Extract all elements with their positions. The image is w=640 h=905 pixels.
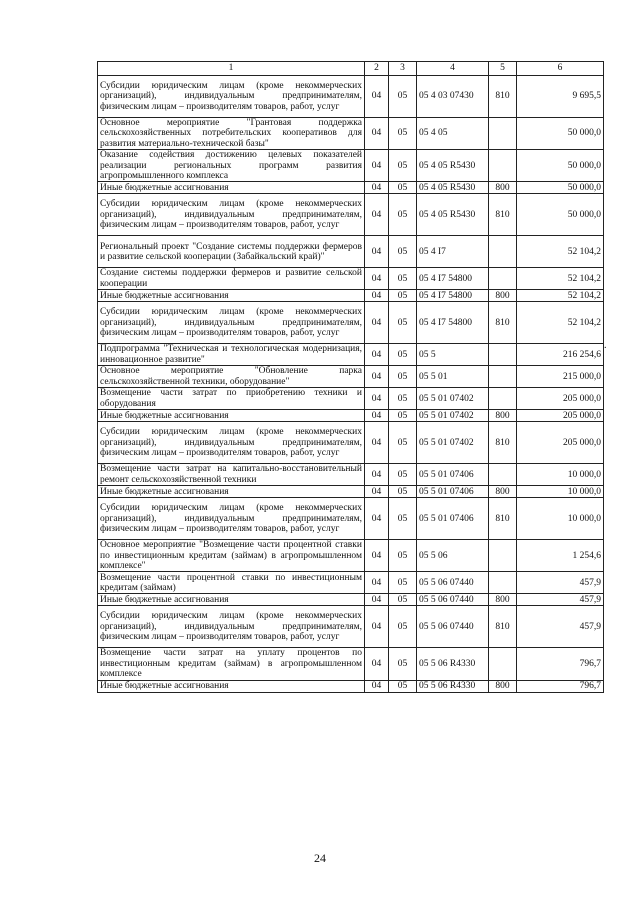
- row-code: 05 5 01 07406: [417, 498, 489, 540]
- header-code: 4: [417, 62, 489, 76]
- row-amount: 215 000,0: [517, 366, 604, 388]
- row-amount: 205 000,0: [517, 422, 604, 464]
- table-row: [98, 366, 604, 388]
- row-expense-type: 810: [489, 606, 517, 648]
- row-expense-type: [489, 572, 517, 594]
- row-section: 04: [365, 540, 389, 572]
- row-code: 05 4 I7 54800: [417, 302, 489, 344]
- row-code: 05 5 06 07440: [417, 572, 489, 594]
- row-code: 05 4 I7 54800: [417, 290, 489, 302]
- row-code: 05 5 01: [417, 366, 489, 388]
- table-row: [98, 410, 604, 422]
- row-name: Возмещение части затрат по приобретению техники и оборудования: [98, 388, 365, 410]
- row-subsection: 05: [389, 606, 417, 648]
- row-amount: 205 000,0: [517, 410, 604, 422]
- row-amount: 9 695,5: [517, 76, 604, 118]
- row-expense-type: [489, 388, 517, 410]
- table-row: [98, 344, 604, 366]
- row-name: Иные бюджетные ассигнования: [98, 486, 365, 498]
- row-section: 04: [365, 236, 389, 268]
- row-expense-type: 800: [489, 410, 517, 422]
- row-section: 04: [365, 118, 389, 150]
- row-name: Подпрограмма "Техническая и технологическая модернизация, инновационное развитие": [98, 344, 365, 366]
- row-section: 04: [365, 182, 389, 194]
- row-amount: 1 254,6: [517, 540, 604, 572]
- row-code: 05 5 06 R4330: [417, 648, 489, 680]
- row-code: 05 4 05 R5430: [417, 182, 489, 194]
- row-name: Основное мероприятие "Грантовая поддержка сельскохозяйственных потребительских кооперативов для развития материально-технической базы": [98, 118, 365, 150]
- row-code: 05 4 05 R5430: [417, 194, 489, 236]
- row-code: 05 5 06: [417, 540, 489, 572]
- row-expense-type: 810: [489, 422, 517, 464]
- row-code: 05 5 01 07402: [417, 388, 489, 410]
- row-name: Иные бюджетные ассигнования: [98, 680, 365, 692]
- row-subsection: 05: [389, 410, 417, 422]
- row-expense-type: 800: [489, 680, 517, 692]
- row-section: 04: [365, 594, 389, 606]
- row-code: 05 5 01 07406: [417, 486, 489, 498]
- row-name: Возмещение части процентной ставки по инвестиционным кредитам (займам): [98, 572, 365, 594]
- row-amount: 10 000,0: [517, 498, 604, 540]
- row-expense-type: [489, 118, 517, 150]
- row-name: Субсидии юридическим лицам (кроме некоммерческих организаций), индивидуальным предпринимателям, физическим лицам – производителям товаров, работ, услуг: [98, 302, 365, 344]
- row-subsection: 05: [389, 498, 417, 540]
- row-section: 04: [365, 680, 389, 692]
- row-name: Субсидии юридическим лицам (кроме некоммерческих организаций), индивидуальным предпринимателям, физическим лицам – производителям товаров, работ, услуг: [98, 606, 365, 648]
- row-section: 04: [365, 572, 389, 594]
- table-row: [98, 680, 604, 692]
- row-expense-type: [489, 648, 517, 680]
- row-subsection: 05: [389, 388, 417, 410]
- table-row: [98, 606, 604, 648]
- row-amount: 457,9: [517, 594, 604, 606]
- table-row: [98, 540, 604, 572]
- row-code: 05 4 03 07430: [417, 76, 489, 118]
- row-code: 05 4 I7 54800: [417, 268, 489, 290]
- header-section: 2: [365, 62, 389, 76]
- row-amount: 52 104,2: [517, 290, 604, 302]
- row-name: Субсидии юридическим лицам (кроме некоммерческих организаций), индивидуальным предпринимателям, физическим лицам – производителям товаров, работ, услуг: [98, 76, 365, 118]
- row-name: Субсидии юридическим лицам (кроме некоммерческих организаций), индивидуальным предпринимателям, физическим лицам – производителям товаров, работ, услуг: [98, 194, 365, 236]
- table-row: [98, 486, 604, 498]
- row-code: 05 5 06 R4330: [417, 680, 489, 692]
- row-section: 04: [365, 464, 389, 486]
- row-subsection: 05: [389, 118, 417, 150]
- table-row: [98, 268, 604, 290]
- row-amount: 205 000,0: [517, 388, 604, 410]
- row-name: Возмещение части затрат на капитально-восстановительный ремонт сельскохозяйственной техники: [98, 464, 365, 486]
- row-amount: 216 254,6: [517, 344, 604, 366]
- row-code: 05 5 01 07402: [417, 410, 489, 422]
- table-row: [98, 422, 604, 464]
- table-row: [98, 388, 604, 410]
- page-number: 24: [314, 851, 326, 865]
- row-amount: 50 000,0: [517, 194, 604, 236]
- margin-mark: .: [604, 340, 607, 351]
- row-amount: 50 000,0: [517, 182, 604, 194]
- row-section: 04: [365, 606, 389, 648]
- table-row: [98, 648, 604, 680]
- row-amount: 50 000,0: [517, 150, 604, 182]
- row-name: Иные бюджетные ассигнования: [98, 410, 365, 422]
- row-subsection: 05: [389, 150, 417, 182]
- row-code: 05 5 01 07402: [417, 422, 489, 464]
- row-subsection: 05: [389, 290, 417, 302]
- table-row: [98, 302, 604, 344]
- row-name: Иные бюджетные ассигнования: [98, 182, 365, 194]
- table-row: [98, 290, 604, 302]
- row-section: 04: [365, 76, 389, 118]
- row-expense-type: 810: [489, 76, 517, 118]
- row-name: Создание системы поддержки фермеров и развитие сельской кооперации: [98, 268, 365, 290]
- row-expense-type: 810: [489, 498, 517, 540]
- row-subsection: 05: [389, 366, 417, 388]
- row-section: 04: [365, 302, 389, 344]
- row-amount: 796,7: [517, 648, 604, 680]
- row-code: 05 5 06 07440: [417, 594, 489, 606]
- row-name: Основное мероприятие "Обновление парка сельскохозяйственной техники, оборудование": [98, 366, 365, 388]
- row-expense-type: 810: [489, 302, 517, 344]
- table-row: [98, 572, 604, 594]
- row-subsection: 05: [389, 540, 417, 572]
- row-subsection: 05: [389, 464, 417, 486]
- row-section: 04: [365, 388, 389, 410]
- row-code: 05 4 05: [417, 118, 489, 150]
- header-expense-type: 5: [489, 62, 517, 76]
- row-section: 04: [365, 150, 389, 182]
- row-section: 04: [365, 366, 389, 388]
- row-section: 04: [365, 422, 389, 464]
- row-amount: 457,9: [517, 572, 604, 594]
- row-expense-type: 800: [489, 290, 517, 302]
- row-code: 05 5 06 07440: [417, 606, 489, 648]
- budget-table: [97, 61, 604, 693]
- row-expense-type: [489, 540, 517, 572]
- row-subsection: 05: [389, 268, 417, 290]
- row-section: 04: [365, 268, 389, 290]
- table-row: [98, 498, 604, 540]
- table-body: [98, 76, 604, 693]
- row-amount: 52 104,2: [517, 236, 604, 268]
- row-subsection: 05: [389, 194, 417, 236]
- row-amount: 50 000,0: [517, 118, 604, 150]
- row-name: Субсидии юридическим лицам (кроме некоммерческих организаций), индивидуальным предпринимателям, физическим лицам – производителям товаров, работ, услуг: [98, 498, 365, 540]
- table-row: [98, 236, 604, 268]
- row-expense-type: 800: [489, 594, 517, 606]
- row-code: 05 5: [417, 344, 489, 366]
- table-row: [98, 76, 604, 118]
- row-expense-type: [489, 366, 517, 388]
- row-expense-type: [489, 150, 517, 182]
- row-expense-type: [489, 464, 517, 486]
- row-name: Оказание содействия достижению целевых показателей реализации региональных программ развития агропромышленного комплекса: [98, 150, 365, 182]
- row-name: Возмещение части затрат на уплату процентов по инвестиционным кредитам (займам) в агропромышленном комплексе: [98, 648, 365, 680]
- row-subsection: 05: [389, 594, 417, 606]
- row-expense-type: [489, 268, 517, 290]
- row-section: 04: [365, 410, 389, 422]
- row-amount: 52 104,2: [517, 302, 604, 344]
- row-code: 05 4 05 R5430: [417, 150, 489, 182]
- table-row: [98, 150, 604, 182]
- row-amount: 796,7: [517, 680, 604, 692]
- row-subsection: 05: [389, 422, 417, 464]
- row-subsection: 05: [389, 302, 417, 344]
- table-row: [98, 182, 604, 194]
- row-expense-type: 800: [489, 486, 517, 498]
- table-header-row: [98, 62, 604, 76]
- row-name: Субсидии юридическим лицам (кроме некоммерческих организаций), индивидуальным предпринимателям, физическим лицам – производителям товаров, работ, услуг: [98, 422, 365, 464]
- header-amount: 6: [517, 62, 604, 76]
- row-expense-type: 810: [489, 194, 517, 236]
- row-amount: 10 000,0: [517, 464, 604, 486]
- row-subsection: 05: [389, 648, 417, 680]
- header-subsection: 3: [389, 62, 417, 76]
- row-expense-type: [489, 236, 517, 268]
- row-section: 04: [365, 498, 389, 540]
- row-subsection: 05: [389, 680, 417, 692]
- table-row: [98, 194, 604, 236]
- row-section: 04: [365, 648, 389, 680]
- row-name: Региональный проект "Создание системы поддержки фермеров и развитие сельской кооперации (Забайкальский край)": [98, 236, 365, 268]
- row-name: Иные бюджетные ассигнования: [98, 290, 365, 302]
- table-row: [98, 464, 604, 486]
- row-amount: 52 104,2: [517, 268, 604, 290]
- row-code: 05 5 01 07406: [417, 464, 489, 486]
- header-name: 1: [98, 62, 365, 76]
- row-subsection: 05: [389, 344, 417, 366]
- row-name: Иные бюджетные ассигнования: [98, 594, 365, 606]
- row-section: 04: [365, 486, 389, 498]
- row-name: Основное мероприятие "Возмещение части процентной ставки по инвестиционным кредитам (займам) в агропромышленном комплексе": [98, 540, 365, 572]
- row-code: 05 4 I7: [417, 236, 489, 268]
- row-expense-type: [489, 344, 517, 366]
- table-row: [98, 594, 604, 606]
- row-subsection: 05: [389, 236, 417, 268]
- row-section: 04: [365, 194, 389, 236]
- row-amount: 457,9: [517, 606, 604, 648]
- row-subsection: 05: [389, 182, 417, 194]
- table-row: [98, 118, 604, 150]
- row-amount: 10 000,0: [517, 486, 604, 498]
- row-section: 04: [365, 344, 389, 366]
- row-subsection: 05: [389, 76, 417, 118]
- row-section: 04: [365, 290, 389, 302]
- row-subsection: 05: [389, 486, 417, 498]
- row-expense-type: 800: [489, 182, 517, 194]
- row-subsection: 05: [389, 572, 417, 594]
